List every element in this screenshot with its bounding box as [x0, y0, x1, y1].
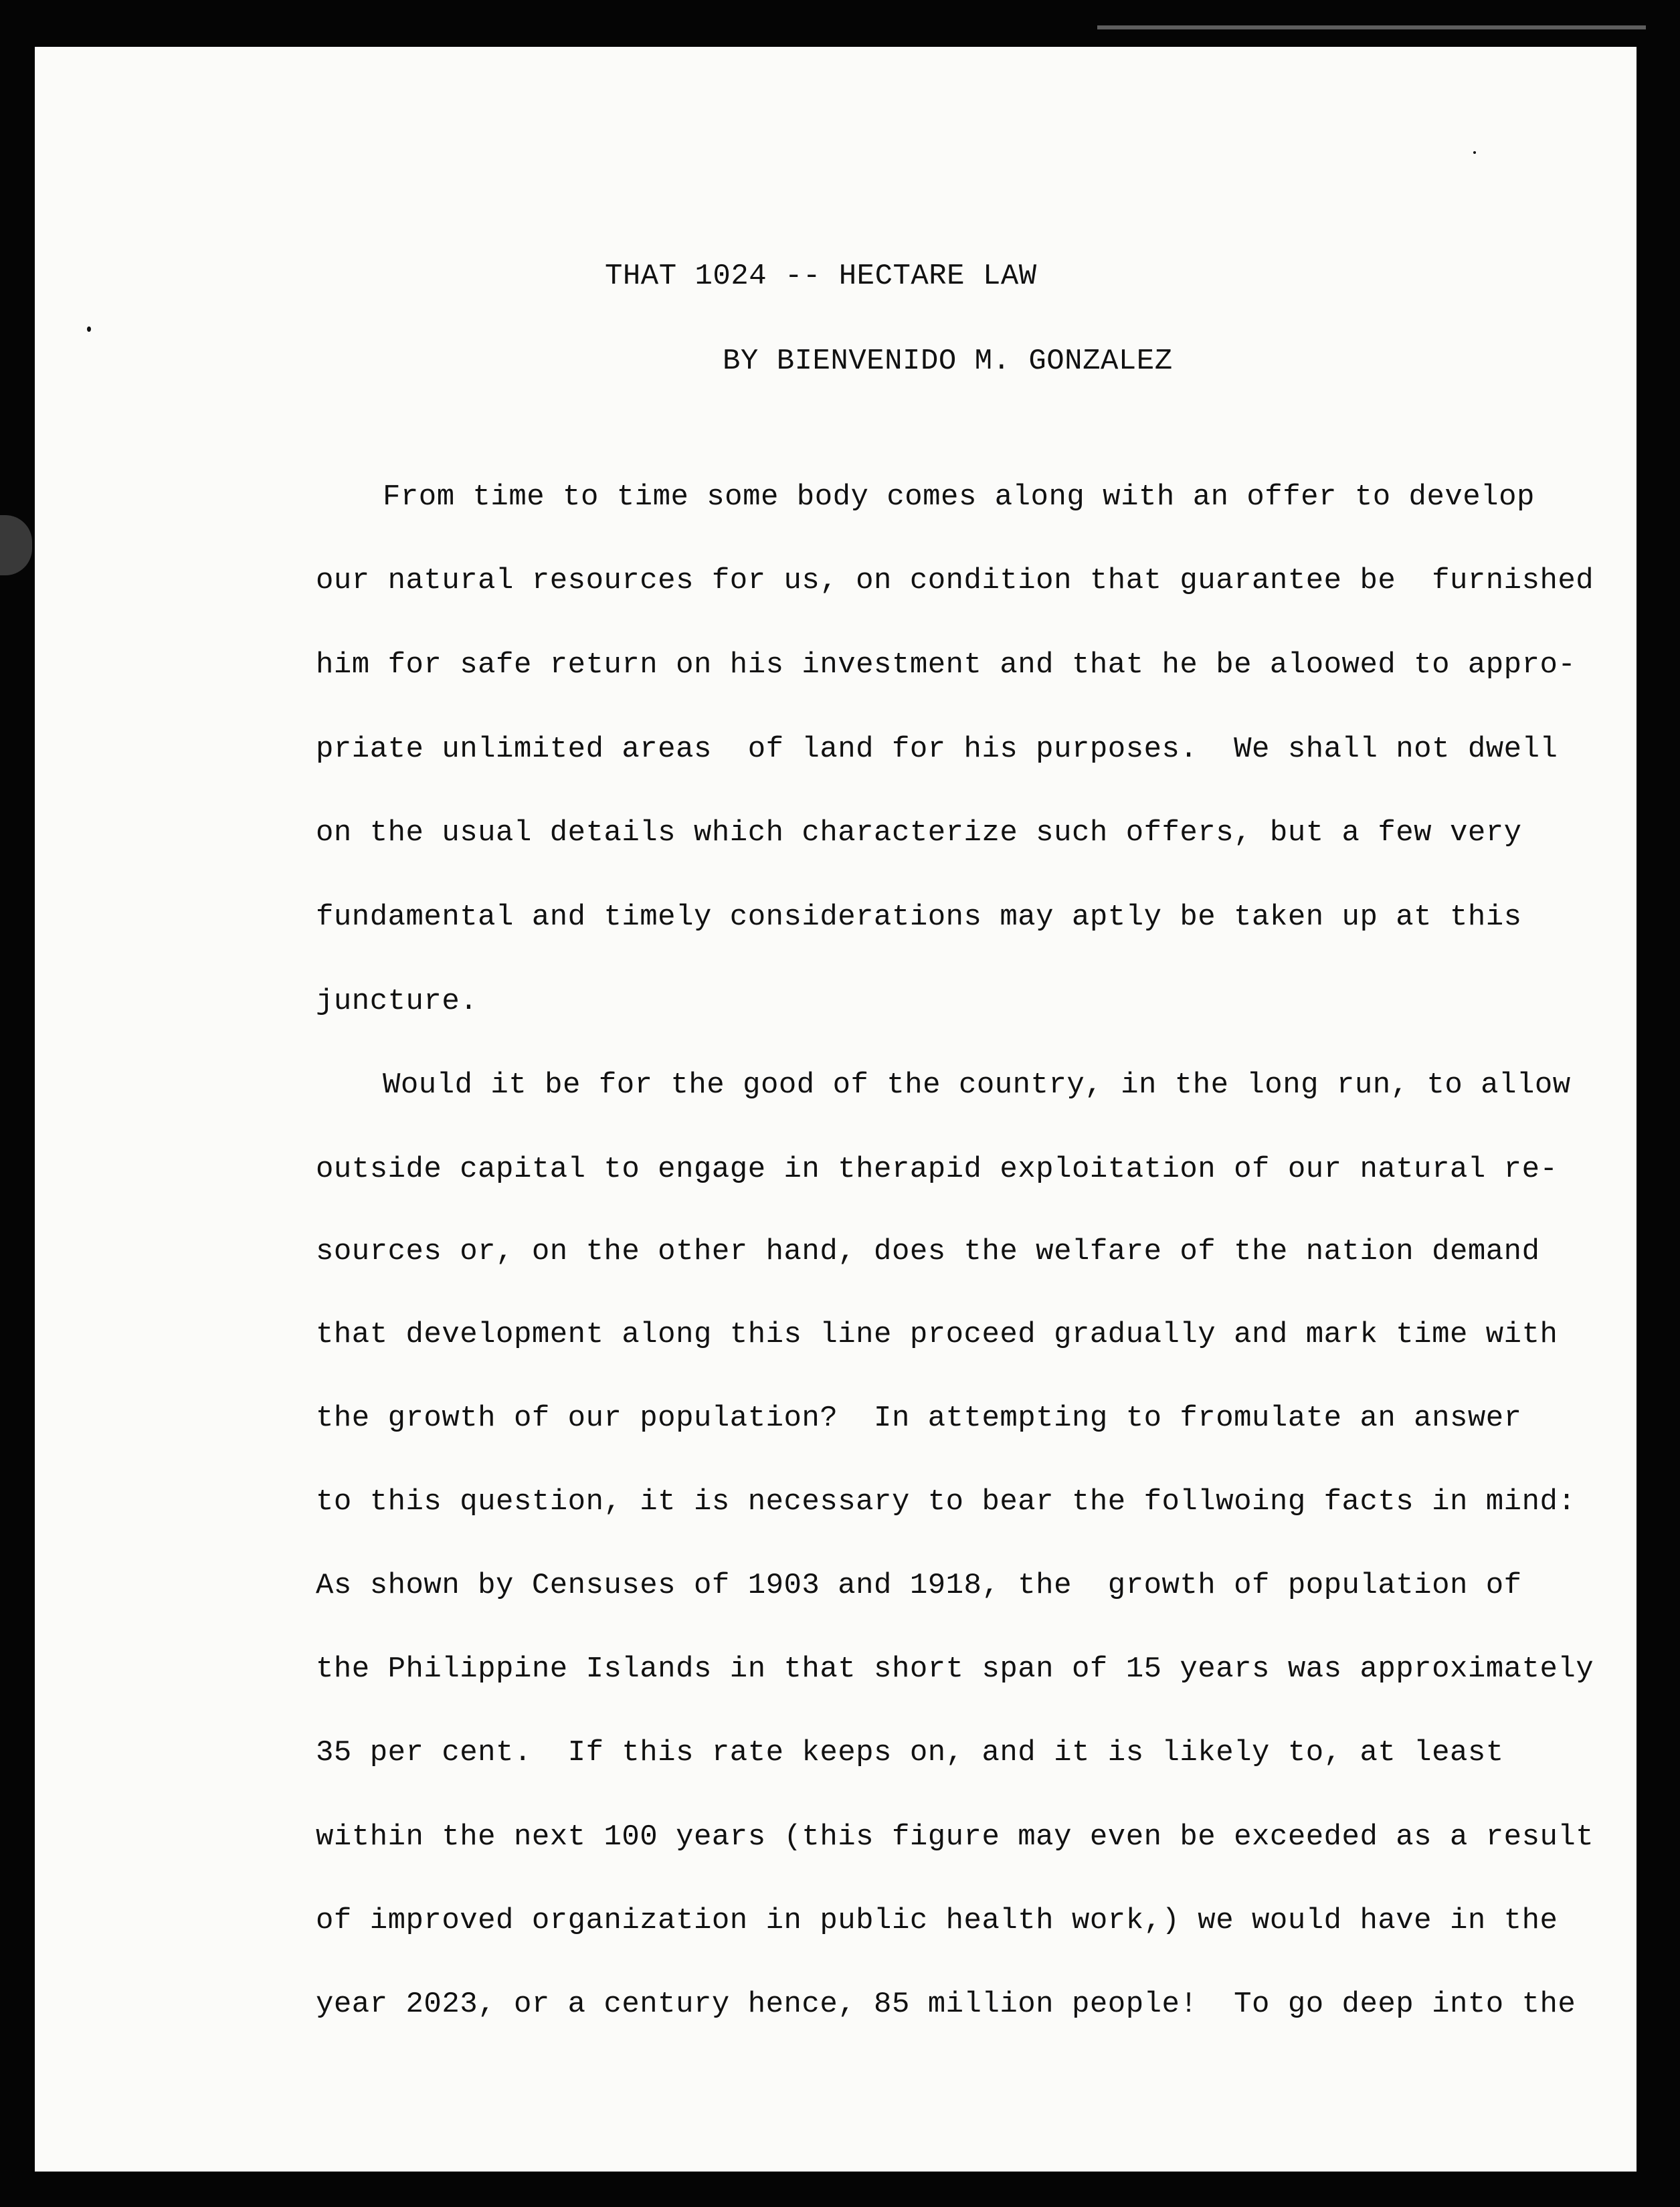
document-title: THAT 1024 -- HECTARE LAW — [605, 260, 1037, 293]
body-line: year 2023, or a century hence, 85 million people! To go deep into the — [316, 1988, 1576, 2021]
body-line: As shown by Censuses of 1903 and 1918, the growth of population of — [316, 1569, 1522, 1602]
body-line: that development along this line proceed gradually and mark time with — [316, 1318, 1558, 1351]
body-line: priate unlimited areas of land for his purposes. We shall not dwell — [316, 733, 1558, 766]
body-line: the growth of our population? In attempting to fromulate an answer — [316, 1402, 1522, 1435]
body-line: of improved organization in public health work,) we would have in the — [316, 1904, 1558, 1937]
body-line: on the usual details which characterize such offers, but a few very — [316, 816, 1522, 850]
body-line: our natural resources for us, on condition that guarantee be furnished — [316, 564, 1594, 597]
body-line: From time to time some body comes along with an offer to develop — [383, 480, 1535, 514]
scan-edge-mark — [1097, 25, 1646, 29]
document-byline: BY BIENVENIDO M. GONZALEZ — [723, 345, 1173, 378]
typewritten-page — [35, 47, 1637, 2172]
body-line: 35 per cent. If this rate keeps on, and it is likely to, at least — [316, 1736, 1504, 1769]
ink-speck — [1473, 151, 1476, 154]
body-line: him for safe return on his investment and that he be aloowed to appro- — [316, 648, 1576, 682]
body-line: sources or, on the other hand, does the welfare of the nation demand — [316, 1235, 1540, 1268]
body-line: Would it be for the good of the country, in the long run, to allow — [383, 1068, 1571, 1102]
ink-speck — [87, 326, 91, 332]
body-line: outside capital to engage in therapid exploitation of our natural re- — [316, 1153, 1558, 1186]
body-line: the Philippine Islands in that short span of 15 years was approximately — [316, 1652, 1594, 1686]
body-line: within the next 100 years (this figure may even be exceeded as a result — [316, 1820, 1594, 1854]
body-line: fundamental and timely considerations may aptly be taken up at this — [316, 900, 1522, 934]
scan-smudge — [0, 515, 32, 575]
body-line: juncture. — [316, 985, 478, 1018]
body-line: to this question, it is necessary to bear the follwoing facts in mind: — [316, 1485, 1576, 1519]
